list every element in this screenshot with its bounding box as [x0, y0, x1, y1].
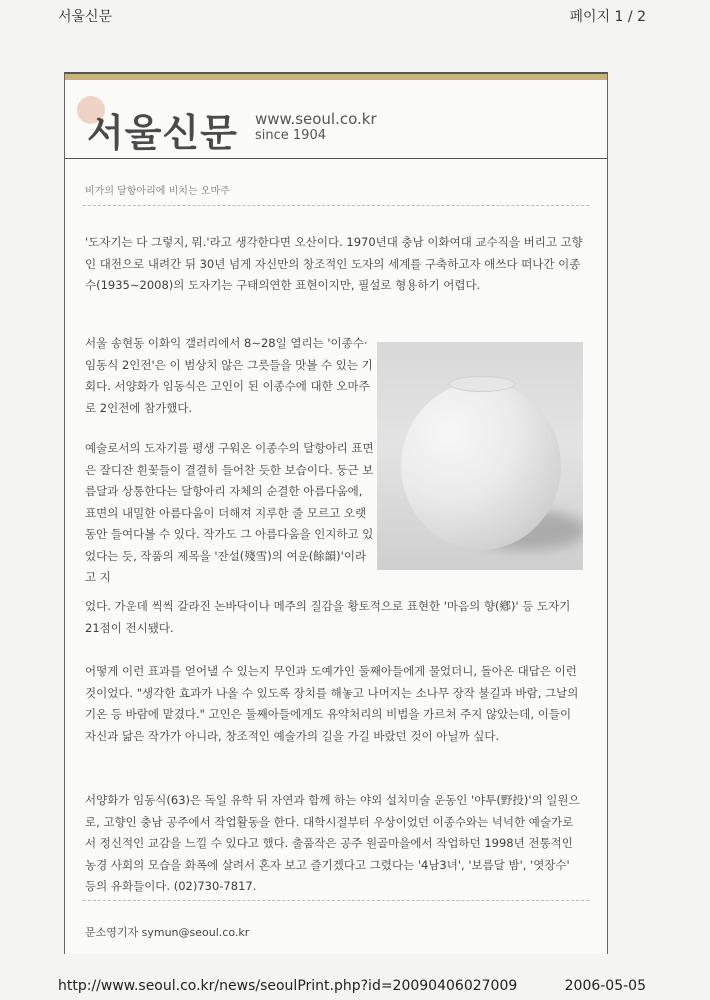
print-header-site: 서울신문: [58, 9, 113, 25]
moon-jar-mouth: [449, 376, 515, 392]
paragraph-5: 서양화가 임동식(63)은 독일 유학 뒤 자연과 함께 하는 야외 설치미술 운동인 '야투(野投)'의 일원으로, 고향인 충남 공주에서 작업활동을 한다. 대학시절부터 우상이었던 이종수와는 넉넉한 예술가로서 정신적인 교감을 느낄 수 있다고 했다. 출품작은 공주 원골마을에서 작업하던 1998년 전통적인 농경 사회의 모습을 화폭에 살려서 혼자 보고 즐기겠다고 그렸다는 '4남3녀', '보름달 밤', '엿장수' 등의 유화들이다. (02)730-7817.: [85, 793, 580, 893]
logo-name: 서울신문: [87, 110, 238, 155]
footer-date: 2006-05-05: [564, 978, 646, 994]
logo-url: www.seoul.co.kr: [255, 110, 377, 128]
byline: 문소영기자 symun@seoul.co.kr: [85, 926, 250, 939]
moon-jar-image: [401, 382, 561, 550]
subtitle-divider: [83, 205, 589, 206]
paragraph-1: '도자기는 다 그렇지, 뭐.'라고 생각한다면 오산이다. 1970년대 충남 이화여대 교수직을 버리고 고향인 대전으로 내려간 뒤 30년 넘게 자신만의 창조적인 도자의 세계를 구축하고자 애쓰다 떠나간 이종수(1935∼2008)의 도자기는 구태의연한 표현이지만, 필설로 형용하기 어렵다.: [85, 235, 583, 292]
paragraph-4: 어떻게 이런 표과를 얻어낼 수 있는지 무인과 도예가인 둘째아들에게 물었더니, 돌아온 대답은 이런 것이었다. "생각한 효과가 나올 수 있도록 장치를 해놓고 나머지는 소나무 장작 불길과 바람, 그날의 기온 등 바람에 맡겼다." 고인은 둘째아들에게도 유약처리의 비법을 가르쳐 주지 않았는데, 이들이 자신과 닮은 작가가 아니라, 창조적인 예술가의 길을 가길 바랐던 것이 아닐까 싶다.: [85, 664, 579, 743]
paragraph-3-continued: 었다. 가운데 씩씩 갈라진 논바닥이나 메주의 질감을 황토적으로 표현한 '마음의 향(鄕)' 등 도자기 21점이 전시됐다.: [85, 599, 571, 635]
print-header-page: 페이지 1 / 2: [569, 9, 646, 25]
footer-url[interactable]: http://www.seoul.co.kr/news/seoulPrint.php?id=20090406027009: [58, 978, 518, 994]
paragraph-2: 서울 송현동 이화익 갤러리에서 8∼28일 열리는 '이종수·임동식 2인전'은 이 범상치 않은 그릇들을 맛볼 수 있는 기회다. 서양화가 임동식은 고인이 된 이종수에 대한 오마주로 2인전에 참가했다.: [85, 336, 373, 415]
article-subtitle: 비가의 달항아리에 비치는 오마주: [85, 186, 230, 197]
masthead-divider: [65, 158, 607, 159]
byline-divider: [83, 900, 589, 901]
article-frame: [64, 72, 608, 954]
gold-top-bar: [65, 74, 607, 80]
vase-photo: [377, 342, 583, 570]
logo-since: since 1904: [255, 128, 326, 143]
paragraph-3: 예술로서의 도자기를 평생 구워온 이종수의 달항아리 표면은 잘디잔 흰꽃들이 결결히 들어찬 듯한 보습이다. 둥근 보름달과 상통한다는 달항아리 자체의 순결한 아름다움에, 표면의 내밀한 아름다움이 더해져 지루한 줄 모르고 오랫동안 들여다볼 수 있다. 작가도 그 아름다움을 인지하고 있었다는 듯, 작품의 제목을 '잔설(殘雪)의 여운(餘韻)'이라고 지: [85, 441, 374, 584]
